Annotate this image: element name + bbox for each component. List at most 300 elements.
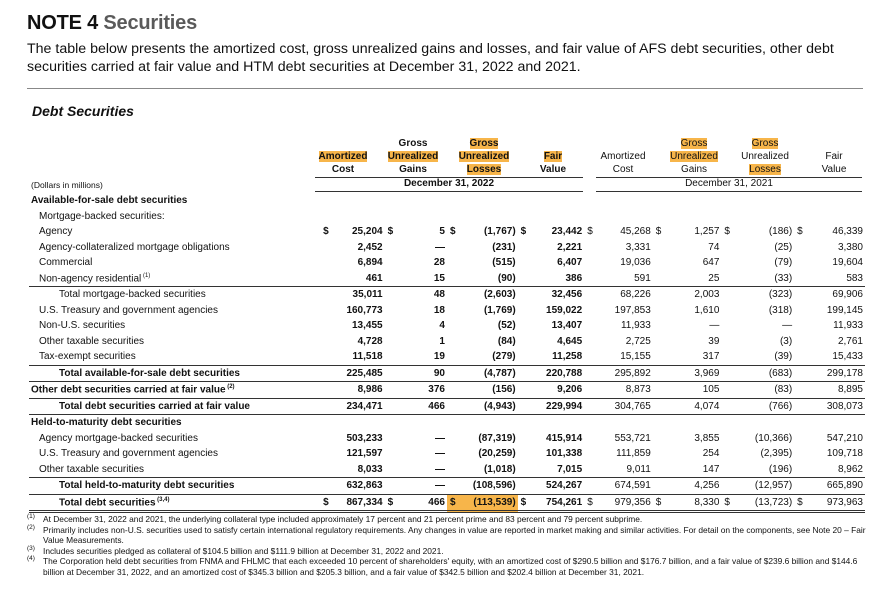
note-heading xyxy=(27,12,197,35)
value-cell: 25,204 xyxy=(352,226,383,238)
currency-cell xyxy=(518,240,530,256)
value-cell xyxy=(665,415,721,431)
value-cell: 197,853 xyxy=(614,304,651,316)
currency-cell xyxy=(794,382,806,399)
value-cell: — xyxy=(434,241,445,253)
value-cell: 109,718 xyxy=(826,448,863,460)
currency-cell xyxy=(721,334,733,350)
currency-cell xyxy=(385,287,397,303)
currency-cell xyxy=(447,193,459,209)
value-cell: 7,015 xyxy=(557,463,583,475)
currency-cell xyxy=(584,255,596,271)
currency-cell xyxy=(320,193,332,209)
value-cell: (1,769) xyxy=(483,304,516,316)
footnotes xyxy=(27,514,867,578)
currency-cell xyxy=(794,446,806,462)
currency-cell xyxy=(518,478,530,495)
value-cell xyxy=(530,209,584,225)
value-cell xyxy=(597,209,653,225)
row-label: Other taxable securities xyxy=(39,463,145,475)
currency-cell xyxy=(584,193,596,209)
currency-cell xyxy=(385,240,397,256)
currency-cell xyxy=(320,349,332,365)
value-cell: 647 xyxy=(702,257,720,269)
units-label: (Dollars in millions) xyxy=(31,180,103,190)
currency-cell xyxy=(794,462,806,478)
currency-cell xyxy=(385,478,397,495)
footnote-mark: (2) xyxy=(27,523,35,531)
table-row xyxy=(29,224,865,240)
value-cell: 674,591 xyxy=(597,478,653,495)
currency-cell xyxy=(447,334,459,350)
currency-cell xyxy=(721,478,733,495)
value-cell: 15,155 xyxy=(620,351,651,363)
currency-cell xyxy=(385,193,397,209)
value-cell: 32,456 xyxy=(530,287,584,303)
value-cell: (683) xyxy=(734,365,794,382)
table-row xyxy=(29,287,865,303)
value-cell xyxy=(597,415,653,431)
value-cell xyxy=(597,193,653,209)
currency-cell xyxy=(653,398,665,415)
value-cell: (186) xyxy=(768,226,793,238)
currency-cell xyxy=(447,462,459,478)
table-row xyxy=(29,349,865,365)
currency-cell xyxy=(385,462,397,478)
currency-cell xyxy=(518,398,530,415)
value-cell: 6,407 xyxy=(557,257,583,269)
value-cell: 524,267 xyxy=(530,478,584,495)
currency-cell xyxy=(653,446,665,462)
row-label: U.S. Treasury and government agencies xyxy=(39,448,218,460)
currency-cell xyxy=(721,318,733,334)
currency-cell xyxy=(794,398,806,415)
table-row xyxy=(29,494,865,512)
value-cell: 4,256 xyxy=(665,478,721,495)
group-label-2022: December 31, 2022 xyxy=(403,178,495,189)
currency-cell xyxy=(584,462,596,478)
value-cell: (10,366) xyxy=(754,432,793,444)
value-cell: — xyxy=(434,448,445,460)
value-cell: 466 xyxy=(397,494,447,512)
currency-cell xyxy=(653,240,665,256)
value-cell: 74 xyxy=(708,241,720,253)
currency-cell xyxy=(385,349,397,365)
footnote-mark: (3) xyxy=(27,544,35,552)
value-cell: 591 xyxy=(634,272,651,284)
footnote xyxy=(27,556,867,577)
row-label: Agency-collateralized mortgage obligations xyxy=(39,241,230,253)
footnote xyxy=(27,546,867,557)
group-label-2021: December 31, 2021 xyxy=(685,178,773,189)
table-row xyxy=(29,382,865,399)
value-cell: 754,261 xyxy=(530,494,584,512)
currency-cell xyxy=(518,193,530,209)
value-cell: — xyxy=(434,463,445,475)
value-cell: (25) xyxy=(774,241,793,253)
currency-cell: $ xyxy=(387,226,394,238)
row-label: Non-U.S. securities xyxy=(39,320,126,332)
value-cell: 159,022 xyxy=(546,304,583,316)
value-cell: (90) xyxy=(497,272,516,284)
currency-cell xyxy=(721,255,733,271)
row-label: U.S. Treasury and government agencies xyxy=(39,304,218,316)
value-cell: — xyxy=(434,432,445,444)
footnote-text: Primarily includes non-U.S. securities used to satisfy certain international regulatory requirements. Any changes in value are reported in market making and similar activities. For detail on the components, see Note 20 – Fair Value Measurements. xyxy=(43,524,866,546)
currency-cell xyxy=(518,431,530,447)
value-cell: (231) xyxy=(492,241,516,253)
value-cell: 8,033 xyxy=(357,463,383,475)
currency-cell xyxy=(794,193,806,209)
currency-cell xyxy=(794,365,806,382)
value-cell: (79) xyxy=(774,257,793,269)
value-cell: (3) xyxy=(779,335,793,347)
value-cell: 11,933 xyxy=(833,320,863,332)
value-cell: 6,894 xyxy=(357,257,383,269)
currency-cell xyxy=(447,415,459,431)
currency-cell xyxy=(518,287,530,303)
currency-cell xyxy=(320,446,332,462)
value-cell xyxy=(333,209,385,225)
row-label: Agency mortgage-backed securities xyxy=(39,432,198,444)
value-cell: — xyxy=(782,320,793,332)
currency-cell xyxy=(721,349,733,365)
currency-cell xyxy=(447,318,459,334)
value-cell: 160,773 xyxy=(346,304,383,316)
currency-cell xyxy=(794,255,806,271)
row-label: Held-to-maturity debt securities xyxy=(29,415,320,431)
row-label: Total debt securities carried at fair value xyxy=(29,398,320,415)
value-cell xyxy=(665,193,721,209)
intro-paragraph: The table below presents the amortized cost, gross unrealized gains and losses, and fair value of AFS debt securities, other debt securities carried at fair value and HTM debt securities at December 31, 2022 and 2021. xyxy=(27,41,834,75)
currency-cell xyxy=(584,240,596,256)
row-label: Tax-exempt securities xyxy=(39,351,136,363)
group-underline-2022 xyxy=(315,191,583,192)
value-cell xyxy=(807,415,865,431)
currency-cell xyxy=(447,446,459,462)
currency-cell xyxy=(447,478,459,495)
currency-cell xyxy=(794,287,806,303)
value-cell: 220,788 xyxy=(530,365,584,382)
value-cell xyxy=(807,209,865,225)
currency-cell xyxy=(653,349,665,365)
value-cell: 254 xyxy=(702,448,720,460)
footnote-text: Includes securities pledged as collateral of $104.5 billion and $111.9 billion at December 31, 2022 and 2021. xyxy=(43,545,444,556)
value-cell: 19,036 xyxy=(620,257,651,269)
currency-cell xyxy=(385,334,397,350)
currency-cell xyxy=(721,193,733,209)
currency-cell xyxy=(721,431,733,447)
row-label: Total available-for-sale debt securities xyxy=(29,365,320,382)
value-cell: 45,268 xyxy=(620,226,651,238)
currency-cell xyxy=(794,478,806,495)
currency-cell xyxy=(518,382,530,399)
header-2021-fair-value: Fair Value xyxy=(821,151,847,175)
value-cell: 199,145 xyxy=(826,304,863,316)
currency-cell xyxy=(518,271,530,287)
value-cell: 147 xyxy=(702,463,720,475)
value-cell: 632,863 xyxy=(333,478,385,495)
currency-cell xyxy=(584,271,596,287)
value-cell: 11,933 xyxy=(620,320,651,332)
currency-cell xyxy=(518,446,530,462)
value-cell: (12,957) xyxy=(734,478,794,495)
value-cell: 111,859 xyxy=(616,448,651,460)
value-cell: (2,603) xyxy=(459,287,517,303)
value-cell: 547,210 xyxy=(826,432,863,444)
currency-cell xyxy=(584,334,596,350)
value-cell: 2,725 xyxy=(625,335,651,347)
row-label: Commercial xyxy=(39,257,93,269)
row-label: Total mortgage-backed securities xyxy=(29,287,320,303)
value-cell: 979,356 xyxy=(597,494,653,512)
currency-cell xyxy=(584,365,596,382)
currency-cell xyxy=(320,303,332,319)
value-cell: 229,994 xyxy=(530,398,584,415)
value-cell: 4,645 xyxy=(557,335,583,347)
currency-cell xyxy=(447,365,459,382)
currency-cell xyxy=(721,382,733,399)
currency-cell xyxy=(320,334,332,350)
value-cell: 5 xyxy=(439,226,445,238)
value-cell: (52) xyxy=(497,320,516,332)
currency-cell xyxy=(320,318,332,334)
value-cell: 4,728 xyxy=(357,335,383,347)
currency-cell xyxy=(653,209,665,225)
currency-cell xyxy=(385,415,397,431)
value-cell: 101,338 xyxy=(546,448,583,460)
value-cell xyxy=(530,415,584,431)
row-label: Non-agency residential $^{(1)}$ xyxy=(39,272,151,284)
table-row xyxy=(29,209,865,225)
currency-cell: $ xyxy=(320,494,332,512)
currency-cell xyxy=(653,318,665,334)
currency-cell xyxy=(385,209,397,225)
currency-cell xyxy=(447,431,459,447)
value-cell: (766) xyxy=(734,398,794,415)
currency-cell xyxy=(721,240,733,256)
currency-cell: $ xyxy=(721,494,733,512)
row-label: Available-for-sale debt securities xyxy=(31,195,188,207)
currency-cell xyxy=(447,240,459,256)
value-cell xyxy=(807,193,865,209)
currency-cell xyxy=(447,349,459,365)
currency-cell xyxy=(385,398,397,415)
row-label: Other debt securities carried at fair value $^{(2)}$ xyxy=(29,382,320,399)
currency-cell: $ xyxy=(518,494,530,512)
table-row xyxy=(29,271,865,287)
value-cell: (1,767) xyxy=(483,226,516,238)
value-cell: (113,539) xyxy=(459,494,517,512)
value-cell: 18 xyxy=(433,304,445,316)
value-cell xyxy=(459,209,517,225)
currency-cell xyxy=(320,365,332,382)
currency-cell xyxy=(584,398,596,415)
value-cell: 28 xyxy=(433,257,445,269)
currency-cell xyxy=(721,209,733,225)
currency-cell xyxy=(320,271,332,287)
currency-cell xyxy=(794,415,806,431)
currency-cell xyxy=(653,303,665,319)
value-cell: (515) xyxy=(492,257,516,269)
value-cell: 8,895 xyxy=(807,382,865,399)
currency-cell xyxy=(584,382,596,399)
row-label: Other taxable securities xyxy=(39,335,145,347)
currency-cell xyxy=(320,431,332,447)
currency-cell: $ xyxy=(449,226,456,238)
currency-cell xyxy=(653,255,665,271)
value-cell: 3,380 xyxy=(837,241,863,253)
currency-cell xyxy=(518,349,530,365)
header-2022-fair-value: Fair Value xyxy=(539,151,567,175)
currency-cell xyxy=(320,415,332,431)
value-cell xyxy=(734,209,794,225)
value-cell xyxy=(333,193,385,209)
value-cell: 13,407 xyxy=(551,320,583,332)
value-cell: (87,319) xyxy=(478,432,516,444)
row-label: Total debt securities $^{(3,4)}$ xyxy=(29,494,320,512)
value-cell: 35,011 xyxy=(333,287,385,303)
currency-cell: $ xyxy=(520,226,527,238)
table-row xyxy=(29,193,865,209)
header-2021-gross-losses: Gross Unrealized Losses xyxy=(741,138,789,175)
value-cell: 23,442 xyxy=(551,226,583,238)
currency-cell xyxy=(653,193,665,209)
header-2021-gross-gains: Gross Unrealized Gains xyxy=(670,138,718,175)
currency-cell xyxy=(653,271,665,287)
currency-cell xyxy=(653,365,665,382)
currency-cell xyxy=(794,334,806,350)
value-cell xyxy=(397,193,447,209)
currency-cell xyxy=(518,365,530,382)
currency-cell xyxy=(385,271,397,287)
currency-cell xyxy=(320,255,332,271)
value-cell xyxy=(665,209,721,225)
value-cell: 299,178 xyxy=(807,365,865,382)
currency-cell xyxy=(320,240,332,256)
value-cell: 2,221 xyxy=(557,241,583,253)
currency-cell xyxy=(794,303,806,319)
currency-cell xyxy=(794,271,806,287)
currency-cell xyxy=(447,209,459,225)
currency-cell xyxy=(320,478,332,495)
currency-cell xyxy=(721,271,733,287)
currency-cell xyxy=(584,478,596,495)
currency-cell xyxy=(447,271,459,287)
header-2022-gross-gains: Gross Unrealized Gains xyxy=(387,138,439,175)
currency-cell xyxy=(721,462,733,478)
note-name: Securities xyxy=(103,12,198,34)
currency-cell xyxy=(447,398,459,415)
value-cell: 665,890 xyxy=(807,478,865,495)
currency-cell xyxy=(653,431,665,447)
footnote-mark: (1) xyxy=(27,513,35,520)
currency-cell xyxy=(653,478,665,495)
value-cell: 46,339 xyxy=(832,226,863,238)
value-cell: 503,233 xyxy=(346,432,383,444)
value-cell xyxy=(333,415,385,431)
value-cell: (4,943) xyxy=(459,398,517,415)
currency-cell xyxy=(385,382,397,399)
table-row xyxy=(29,365,865,382)
value-cell: 1,257 xyxy=(694,226,720,238)
value-cell: (13,723) xyxy=(734,494,794,512)
currency-cell xyxy=(518,318,530,334)
currency-cell: $ xyxy=(724,226,730,238)
currency-cell xyxy=(584,318,596,334)
currency-cell: $ xyxy=(794,494,806,512)
value-cell: 15,433 xyxy=(832,351,863,363)
currency-cell: $ xyxy=(323,226,329,238)
table-row xyxy=(29,255,865,271)
footnote xyxy=(27,525,867,546)
value-cell: (20,259) xyxy=(478,448,516,460)
footnote-text: The Corporation held debt securities from FNMA and FHLMC that each exceeded 10 percent of shareholders' equity, with an amortized cost of $290.5 billion and $176.7 billion, and a fair value of $239.6 billion and $144.6 billion at December 31, 2022, and an amortized cost of $345.3 billion and $205.3 billion, and a fair value of $342.5 billion and $202.4 billion at December 31, 2021. xyxy=(43,556,858,577)
value-cell: 11,518 xyxy=(352,351,383,363)
footnote-text: At December 31, 2022 and 2021, the underlying collateral type included approximately 17 percent and 21 percent prime and 83 percent and 79 percent subprime. xyxy=(43,514,643,524)
header-2022-gross-losses: Gross Unrealized Losses xyxy=(458,138,510,175)
currency-cell: $ xyxy=(385,494,397,512)
section-title: Debt Securities xyxy=(32,103,134,119)
currency-cell xyxy=(320,398,332,415)
currency-cell xyxy=(653,462,665,478)
value-cell: 2,761 xyxy=(837,335,863,347)
value-cell: 2,452 xyxy=(357,241,383,253)
value-cell: 3,855 xyxy=(694,432,720,444)
row-label: Mortgage-backed securities: xyxy=(39,210,165,222)
value-cell: 225,485 xyxy=(333,365,385,382)
currency-cell xyxy=(385,318,397,334)
value-cell: 308,073 xyxy=(807,398,865,415)
value-cell: 105 xyxy=(665,382,721,399)
table-row xyxy=(29,318,865,334)
value-cell: 39 xyxy=(708,335,720,347)
table-row xyxy=(29,462,865,478)
currency-cell xyxy=(721,287,733,303)
value-cell: 867,334 xyxy=(333,494,385,512)
value-cell: 304,765 xyxy=(597,398,653,415)
value-cell: 8,962 xyxy=(837,463,863,475)
currency-cell xyxy=(518,415,530,431)
currency-cell xyxy=(320,209,332,225)
header-2021-amortized-cost: Amortized Cost xyxy=(600,151,646,175)
currency-cell xyxy=(721,303,733,319)
currency-cell: $ xyxy=(587,226,593,238)
value-cell: 13,455 xyxy=(352,320,383,332)
currency-cell xyxy=(584,431,596,447)
footnote-mark: (4) xyxy=(27,555,35,563)
value-cell xyxy=(734,415,794,431)
table-row xyxy=(29,431,865,447)
value-cell: (2,395) xyxy=(760,448,793,460)
currency-cell xyxy=(584,287,596,303)
currency-cell xyxy=(518,334,530,350)
value-cell: (323) xyxy=(734,287,794,303)
value-cell: 553,721 xyxy=(614,432,651,444)
value-cell: 19 xyxy=(433,351,445,363)
currency-cell xyxy=(385,431,397,447)
value-cell: 973,963 xyxy=(807,494,865,512)
value-cell: (156) xyxy=(459,382,517,399)
currency-cell: $ xyxy=(653,494,665,512)
value-cell xyxy=(459,193,517,209)
currency-cell xyxy=(447,287,459,303)
table-row xyxy=(29,446,865,462)
currency-cell xyxy=(721,415,733,431)
value-cell: (4,787) xyxy=(459,365,517,382)
value-cell: (39) xyxy=(774,351,793,363)
currency-cell xyxy=(447,382,459,399)
